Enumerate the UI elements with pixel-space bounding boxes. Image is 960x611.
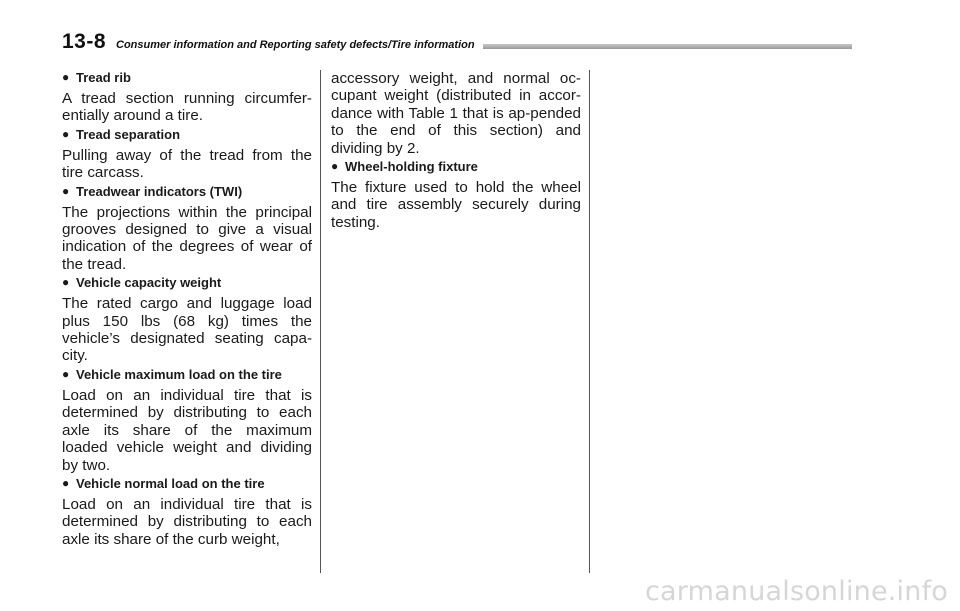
glossary-term bbox=[62, 367, 312, 382]
term-label: Wheel-holding fixture bbox=[345, 159, 478, 175]
column-divider bbox=[320, 70, 321, 573]
term-definition: The rated cargo and luggage load plus 150 lbs (68 kg) times the vehicle’s designated seating capa-city. bbox=[62, 295, 312, 365]
bullet-icon: ● bbox=[62, 183, 70, 198]
glossary-term bbox=[62, 127, 312, 142]
bullet-icon: ● bbox=[62, 70, 70, 84]
continued-definition: accessory weight, and normal oc-cupant weight (distributed in accor-dance with Table 1 that is ap-pended to the end of this section) and dividing by 2. bbox=[331, 70, 581, 157]
section-title: Consumer information and Reporting safety defects/Tire information bbox=[116, 39, 483, 51]
watermark: carmanualsonline.info bbox=[645, 576, 948, 607]
term-definition: The fixture used to hold the wheel and tire assembly securely during testing. bbox=[331, 179, 581, 231]
glossary-term bbox=[62, 476, 312, 491]
term-definition: Pulling away of the tread from the tire carcass. bbox=[62, 146, 312, 182]
bullet-icon: ● bbox=[62, 275, 70, 290]
glossary-term bbox=[331, 159, 581, 174]
glossary-term bbox=[62, 70, 312, 85]
term-definition: The projections within the principal grooves designed to give a visual indication of the degrees of wear of the tread. bbox=[62, 203, 312, 273]
bullet-icon: ● bbox=[62, 475, 70, 490]
glossary-term bbox=[62, 184, 312, 199]
right-column bbox=[331, 70, 581, 233]
term-label: Tread rib bbox=[76, 70, 131, 85]
term-label: Tread separation bbox=[76, 126, 181, 142]
term-definition: A tread section running circumfer-entially around a tire. bbox=[62, 90, 312, 125]
term-label: Vehicle capacity weight bbox=[76, 275, 222, 291]
left-column bbox=[62, 70, 312, 550]
page-header bbox=[62, 30, 852, 56]
glossary-term bbox=[62, 275, 312, 290]
bullet-icon: ● bbox=[331, 159, 339, 174]
term-definition: Load on an individual tire that is determined by distributing to each axle its share of the curb weight, bbox=[62, 495, 312, 548]
page-number: 13-8 bbox=[62, 30, 107, 53]
bullet-icon: ● bbox=[62, 366, 70, 381]
term-label: Vehicle normal load on the tire bbox=[76, 475, 265, 491]
bullet-icon: ● bbox=[62, 126, 70, 141]
term-definition: Load on an individual tire that is determined by distributing to each axle its share of the maximum loaded vehicle weight and dividing by two. bbox=[62, 386, 312, 474]
column-divider bbox=[589, 70, 590, 573]
term-label: Treadwear indicators (TWI) bbox=[76, 183, 243, 199]
term-label: Vehicle maximum load on the tire bbox=[76, 366, 282, 382]
